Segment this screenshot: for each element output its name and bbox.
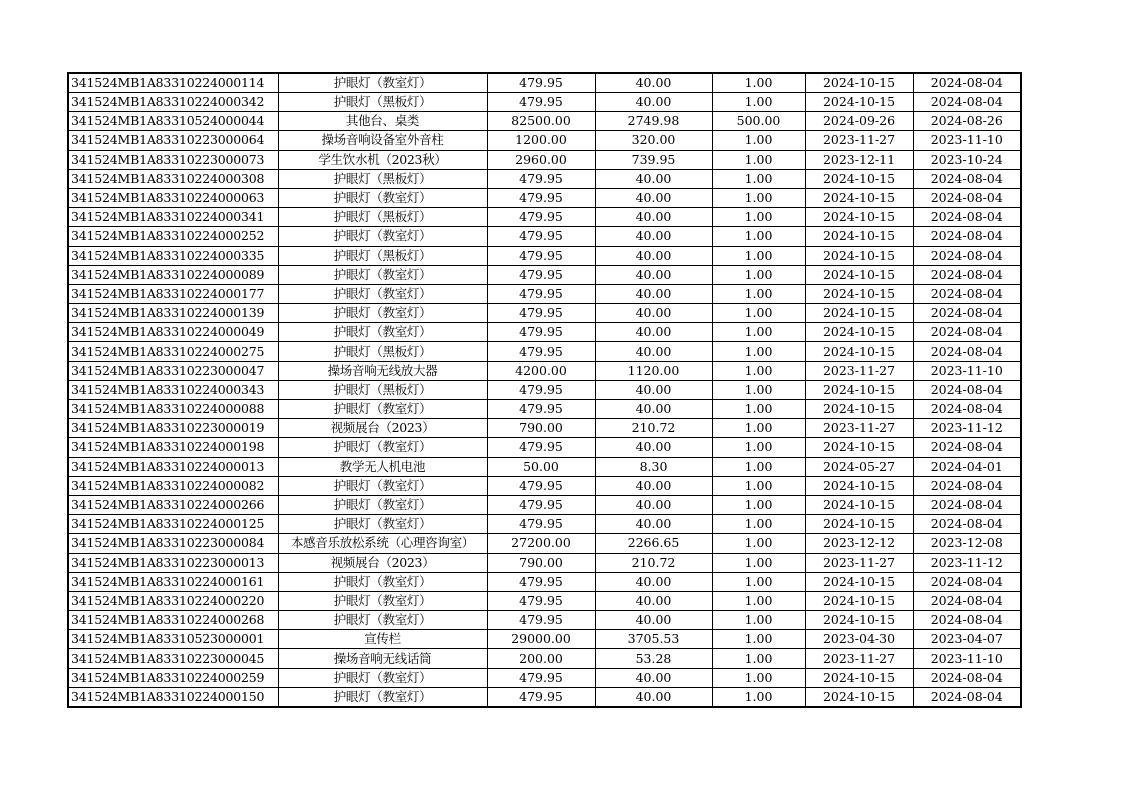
quantity-cell: 1.00	[712, 208, 805, 227]
acquire-date-cell: 2024-08-04	[913, 323, 1021, 342]
acquire-date-cell: 2023-11-12	[913, 419, 1021, 438]
table-row	[68, 630, 1021, 649]
quantity-cell: 1.00	[712, 188, 805, 207]
entry-date-cell: 2023-11-27	[805, 419, 913, 438]
asset-name-cell: 护眼灯（教室灯）	[278, 611, 487, 630]
acquire-date-cell: 2024-08-04	[913, 400, 1021, 419]
asset-code-cell: 341524MB1A83310223000013	[68, 553, 278, 572]
asset-code-cell: 341524MB1A83310224000308	[68, 169, 278, 188]
depreciation-cell: 40.00	[595, 208, 712, 227]
asset-name-cell: 护眼灯（黑板灯）	[278, 246, 487, 265]
asset-name-cell: 护眼灯（教室灯）	[278, 438, 487, 457]
original-value-cell: 29000.00	[487, 630, 595, 649]
quantity-cell: 1.00	[712, 438, 805, 457]
original-value-cell: 200.00	[487, 649, 595, 668]
asset-name-cell: 护眼灯（教室灯）	[278, 572, 487, 591]
asset-code-cell: 341524MB1A83310224000088	[68, 400, 278, 419]
depreciation-cell: 40.00	[595, 591, 712, 610]
asset-code-cell: 341524MB1A83310224000177	[68, 284, 278, 303]
acquire-date-cell: 2024-04-01	[913, 457, 1021, 476]
quantity-cell: 1.00	[712, 457, 805, 476]
asset-name-cell: 护眼灯（黑板灯）	[278, 380, 487, 399]
original-value-cell: 479.95	[487, 342, 595, 361]
table-row	[68, 553, 1021, 572]
table-row	[68, 438, 1021, 457]
depreciation-cell: 40.00	[595, 284, 712, 303]
quantity-cell: 1.00	[712, 668, 805, 687]
asset-code-cell: 341524MB1A83310224000342	[68, 93, 278, 112]
depreciation-cell: 40.00	[595, 438, 712, 457]
table-row	[68, 304, 1021, 323]
asset-name-cell: 护眼灯（教室灯）	[278, 668, 487, 687]
entry-date-cell: 2024-10-15	[805, 284, 913, 303]
entry-date-cell: 2024-10-15	[805, 265, 913, 284]
asset-code-cell: 341524MB1A83310224000341	[68, 208, 278, 227]
quantity-cell: 1.00	[712, 265, 805, 284]
table-row	[68, 419, 1021, 438]
quantity-cell: 1.00	[712, 284, 805, 303]
depreciation-cell: 40.00	[595, 323, 712, 342]
acquire-date-cell: 2024-08-26	[913, 112, 1021, 131]
original-value-cell: 479.95	[487, 246, 595, 265]
asset-name-cell: 本感音乐放松系统（心理咨询室）	[278, 534, 487, 553]
table-row	[68, 227, 1021, 246]
entry-date-cell: 2023-11-27	[805, 553, 913, 572]
original-value-cell: 479.95	[487, 380, 595, 399]
acquire-date-cell: 2024-08-04	[913, 611, 1021, 630]
acquire-date-cell: 2024-08-04	[913, 515, 1021, 534]
asset-name-cell: 护眼灯（教室灯）	[278, 188, 487, 207]
asset-code-cell: 341524MB1A83310224000049	[68, 323, 278, 342]
asset-code-cell: 341524MB1A83310224000114	[68, 73, 278, 93]
depreciation-cell: 40.00	[595, 495, 712, 514]
asset-code-cell: 341524MB1A83310224000275	[68, 342, 278, 361]
asset-name-cell: 护眼灯（教室灯）	[278, 265, 487, 284]
asset-name-cell: 护眼灯（教室灯）	[278, 284, 487, 303]
asset-code-cell: 341524MB1A83310223000047	[68, 361, 278, 380]
entry-date-cell: 2024-10-15	[805, 476, 913, 495]
acquire-date-cell: 2024-08-04	[913, 227, 1021, 246]
quantity-cell: 1.00	[712, 73, 805, 93]
quantity-cell: 500.00	[712, 112, 805, 131]
quantity-cell: 1.00	[712, 649, 805, 668]
table-row	[68, 687, 1021, 707]
asset-name-cell: 宣传栏	[278, 630, 487, 649]
depreciation-cell: 53.28	[595, 649, 712, 668]
asset-code-cell: 341524MB1A83310224000150	[68, 687, 278, 707]
asset-name-cell: 教学无人机电池	[278, 457, 487, 476]
acquire-date-cell: 2023-11-10	[913, 131, 1021, 150]
entry-date-cell: 2024-10-15	[805, 495, 913, 514]
entry-date-cell: 2024-10-15	[805, 668, 913, 687]
table-row	[68, 73, 1021, 93]
asset-name-cell: 操场音响无线放大器	[278, 361, 487, 380]
entry-date-cell: 2024-10-15	[805, 169, 913, 188]
depreciation-cell: 40.00	[595, 572, 712, 591]
asset-code-cell: 341524MB1A83310224000013	[68, 457, 278, 476]
quantity-cell: 1.00	[712, 380, 805, 399]
table-row	[68, 476, 1021, 495]
quantity-cell: 1.00	[712, 553, 805, 572]
original-value-cell: 479.95	[487, 515, 595, 534]
entry-date-cell: 2024-10-15	[805, 323, 913, 342]
acquire-date-cell: 2024-08-04	[913, 73, 1021, 93]
entry-date-cell: 2024-10-15	[805, 380, 913, 399]
asset-table-body	[68, 73, 1021, 707]
acquire-date-cell: 2024-08-04	[913, 572, 1021, 591]
table-row	[68, 495, 1021, 514]
acquire-date-cell: 2023-11-12	[913, 553, 1021, 572]
quantity-cell: 1.00	[712, 534, 805, 553]
entry-date-cell: 2023-12-11	[805, 150, 913, 169]
quantity-cell: 1.00	[712, 342, 805, 361]
original-value-cell: 2960.00	[487, 150, 595, 169]
original-value-cell: 790.00	[487, 553, 595, 572]
table-row	[68, 93, 1021, 112]
original-value-cell: 479.95	[487, 572, 595, 591]
table-row	[68, 668, 1021, 687]
depreciation-cell: 2266.65	[595, 534, 712, 553]
asset-name-cell: 学生饮水机（2023秋）	[278, 150, 487, 169]
quantity-cell: 1.00	[712, 131, 805, 150]
acquire-date-cell: 2024-08-04	[913, 380, 1021, 399]
depreciation-cell: 40.00	[595, 265, 712, 284]
entry-date-cell: 2024-10-15	[805, 246, 913, 265]
original-value-cell: 479.95	[487, 304, 595, 323]
quantity-cell: 1.00	[712, 400, 805, 419]
entry-date-cell: 2024-10-15	[805, 188, 913, 207]
entry-date-cell: 2024-10-15	[805, 515, 913, 534]
quantity-cell: 1.00	[712, 611, 805, 630]
quantity-cell: 1.00	[712, 572, 805, 591]
depreciation-cell: 8.30	[595, 457, 712, 476]
acquire-date-cell: 2024-08-04	[913, 208, 1021, 227]
table-row	[68, 246, 1021, 265]
original-value-cell: 479.95	[487, 611, 595, 630]
original-value-cell: 479.95	[487, 73, 595, 93]
table-row	[68, 323, 1021, 342]
asset-code-cell: 341524MB1A83310224000139	[68, 304, 278, 323]
entry-date-cell: 2023-11-27	[805, 649, 913, 668]
entry-date-cell: 2024-09-26	[805, 112, 913, 131]
quantity-cell: 1.00	[712, 361, 805, 380]
asset-code-cell: 341524MB1A83310224000343	[68, 380, 278, 399]
entry-date-cell: 2024-10-15	[805, 591, 913, 610]
depreciation-cell: 320.00	[595, 131, 712, 150]
asset-name-cell: 护眼灯（黑板灯）	[278, 208, 487, 227]
original-value-cell: 27200.00	[487, 534, 595, 553]
depreciation-cell: 40.00	[595, 227, 712, 246]
acquire-date-cell: 2024-08-04	[913, 284, 1021, 303]
quantity-cell: 1.00	[712, 476, 805, 495]
original-value-cell: 479.95	[487, 284, 595, 303]
quantity-cell: 1.00	[712, 687, 805, 707]
asset-code-cell: 341524MB1A83310224000089	[68, 265, 278, 284]
acquire-date-cell: 2024-08-04	[913, 687, 1021, 707]
entry-date-cell: 2023-04-30	[805, 630, 913, 649]
table-row	[68, 284, 1021, 303]
quantity-cell: 1.00	[712, 419, 805, 438]
entry-date-cell: 2024-10-15	[805, 572, 913, 591]
entry-date-cell: 2024-10-15	[805, 93, 913, 112]
quantity-cell: 1.00	[712, 495, 805, 514]
table-row	[68, 534, 1021, 553]
depreciation-cell: 3705.53	[595, 630, 712, 649]
asset-name-cell: 视频展台（2023）	[278, 553, 487, 572]
entry-date-cell: 2024-05-27	[805, 457, 913, 476]
depreciation-cell: 40.00	[595, 515, 712, 534]
original-value-cell: 479.95	[487, 438, 595, 457]
depreciation-cell: 40.00	[595, 687, 712, 707]
table-row	[68, 572, 1021, 591]
asset-name-cell: 护眼灯（教室灯）	[278, 476, 487, 495]
entry-date-cell: 2023-11-27	[805, 361, 913, 380]
acquire-date-cell: 2024-08-04	[913, 495, 1021, 514]
entry-date-cell: 2024-10-15	[805, 400, 913, 419]
asset-code-cell: 341524MB1A83310224000335	[68, 246, 278, 265]
acquire-date-cell: 2024-08-04	[913, 169, 1021, 188]
depreciation-cell: 40.00	[595, 169, 712, 188]
asset-code-cell: 341524MB1A83310223000064	[68, 131, 278, 150]
entry-date-cell: 2024-10-15	[805, 304, 913, 323]
original-value-cell: 50.00	[487, 457, 595, 476]
asset-name-cell: 护眼灯（黑板灯）	[278, 93, 487, 112]
asset-table	[67, 72, 1022, 708]
table-row	[68, 515, 1021, 534]
depreciation-cell: 40.00	[595, 611, 712, 630]
asset-name-cell: 护眼灯（黑板灯）	[278, 342, 487, 361]
asset-name-cell: 护眼灯（教室灯）	[278, 515, 487, 534]
original-value-cell: 479.95	[487, 400, 595, 419]
entry-date-cell: 2024-10-15	[805, 208, 913, 227]
asset-code-cell: 341524MB1A83310224000063	[68, 188, 278, 207]
asset-name-cell: 护眼灯（教室灯）	[278, 687, 487, 707]
entry-date-cell: 2024-10-15	[805, 227, 913, 246]
table-row	[68, 169, 1021, 188]
original-value-cell: 479.95	[487, 668, 595, 687]
table-row	[68, 265, 1021, 284]
depreciation-cell: 40.00	[595, 476, 712, 495]
original-value-cell: 1200.00	[487, 131, 595, 150]
asset-name-cell: 操场音响无线话筒	[278, 649, 487, 668]
asset-code-cell: 341524MB1A83310224000266	[68, 495, 278, 514]
table-row	[68, 649, 1021, 668]
table-row	[68, 611, 1021, 630]
asset-name-cell: 护眼灯（教室灯）	[278, 591, 487, 610]
table-row	[68, 361, 1021, 380]
entry-date-cell: 2024-10-15	[805, 342, 913, 361]
depreciation-cell: 2749.98	[595, 112, 712, 131]
original-value-cell: 479.95	[487, 227, 595, 246]
depreciation-cell: 40.00	[595, 304, 712, 323]
asset-name-cell: 护眼灯（教室灯）	[278, 495, 487, 514]
table-row	[68, 457, 1021, 476]
original-value-cell: 479.95	[487, 476, 595, 495]
entry-date-cell: 2023-12-12	[805, 534, 913, 553]
acquire-date-cell: 2023-04-07	[913, 630, 1021, 649]
depreciation-cell: 210.72	[595, 553, 712, 572]
table-row	[68, 400, 1021, 419]
quantity-cell: 1.00	[712, 150, 805, 169]
original-value-cell: 4200.00	[487, 361, 595, 380]
acquire-date-cell: 2024-08-04	[913, 438, 1021, 457]
acquire-date-cell: 2023-11-10	[913, 361, 1021, 380]
asset-code-cell: 341524MB1A83310223000019	[68, 419, 278, 438]
acquire-date-cell: 2024-08-04	[913, 246, 1021, 265]
quantity-cell: 1.00	[712, 323, 805, 342]
asset-code-cell: 341524MB1A83310224000161	[68, 572, 278, 591]
entry-date-cell: 2024-10-15	[805, 611, 913, 630]
acquire-date-cell: 2024-08-04	[913, 304, 1021, 323]
asset-code-cell: 341524MB1A83310224000125	[68, 515, 278, 534]
asset-code-cell: 341524MB1A83310223000045	[68, 649, 278, 668]
asset-name-cell: 护眼灯（教室灯）	[278, 227, 487, 246]
asset-code-cell: 341524MB1A83310524000044	[68, 112, 278, 131]
asset-code-cell: 341524MB1A83310224000198	[68, 438, 278, 457]
asset-name-cell: 护眼灯（教室灯）	[278, 400, 487, 419]
asset-name-cell: 视频展台（2023）	[278, 419, 487, 438]
depreciation-cell: 40.00	[595, 342, 712, 361]
acquire-date-cell: 2024-08-04	[913, 476, 1021, 495]
acquire-date-cell: 2024-08-04	[913, 342, 1021, 361]
table-row	[68, 380, 1021, 399]
asset-name-cell: 操场音响设备室外音柱	[278, 131, 487, 150]
table-row	[68, 131, 1021, 150]
quantity-cell: 1.00	[712, 630, 805, 649]
acquire-date-cell: 2024-08-04	[913, 188, 1021, 207]
entry-date-cell: 2024-10-15	[805, 73, 913, 93]
depreciation-cell: 1120.00	[595, 361, 712, 380]
acquire-date-cell: 2023-12-08	[913, 534, 1021, 553]
depreciation-cell: 40.00	[595, 73, 712, 93]
depreciation-cell: 40.00	[595, 246, 712, 265]
table-row	[68, 188, 1021, 207]
depreciation-cell: 739.95	[595, 150, 712, 169]
depreciation-cell: 210.72	[595, 419, 712, 438]
acquire-date-cell: 2024-08-04	[913, 591, 1021, 610]
original-value-cell: 479.95	[487, 265, 595, 284]
quantity-cell: 1.00	[712, 304, 805, 323]
asset-code-cell: 341524MB1A83310224000252	[68, 227, 278, 246]
asset-name-cell: 其他台、桌类	[278, 112, 487, 131]
quantity-cell: 1.00	[712, 591, 805, 610]
depreciation-cell: 40.00	[595, 188, 712, 207]
original-value-cell: 479.95	[487, 188, 595, 207]
table-row	[68, 342, 1021, 361]
asset-name-cell: 护眼灯（教室灯）	[278, 73, 487, 93]
depreciation-cell: 40.00	[595, 93, 712, 112]
quantity-cell: 1.00	[712, 515, 805, 534]
table-row	[68, 112, 1021, 131]
original-value-cell: 479.95	[487, 93, 595, 112]
entry-date-cell: 2024-10-15	[805, 687, 913, 707]
table-row	[68, 591, 1021, 610]
quantity-cell: 1.00	[712, 93, 805, 112]
asset-code-cell: 341524MB1A83310224000268	[68, 611, 278, 630]
asset-name-cell: 护眼灯（教室灯）	[278, 304, 487, 323]
entry-date-cell: 2023-11-27	[805, 131, 913, 150]
depreciation-cell: 40.00	[595, 380, 712, 399]
entry-date-cell: 2024-10-15	[805, 438, 913, 457]
depreciation-cell: 40.00	[595, 668, 712, 687]
asset-code-cell: 341524MB1A83310223000084	[68, 534, 278, 553]
acquire-date-cell: 2023-11-10	[913, 649, 1021, 668]
original-value-cell: 479.95	[487, 687, 595, 707]
asset-code-cell: 341524MB1A83310224000082	[68, 476, 278, 495]
original-value-cell: 479.95	[487, 208, 595, 227]
quantity-cell: 1.00	[712, 246, 805, 265]
depreciation-cell: 40.00	[595, 400, 712, 419]
asset-code-cell: 341524MB1A83310224000220	[68, 591, 278, 610]
asset-name-cell: 护眼灯（黑板灯）	[278, 169, 487, 188]
original-value-cell: 479.95	[487, 591, 595, 610]
acquire-date-cell: 2024-08-04	[913, 93, 1021, 112]
table-row	[68, 208, 1021, 227]
quantity-cell: 1.00	[712, 227, 805, 246]
original-value-cell: 479.95	[487, 323, 595, 342]
original-value-cell: 82500.00	[487, 112, 595, 131]
asset-code-cell: 341524MB1A83310224000259	[68, 668, 278, 687]
asset-name-cell: 护眼灯（教室灯）	[278, 323, 487, 342]
acquire-date-cell: 2024-08-04	[913, 265, 1021, 284]
asset-code-cell: 341524MB1A83310523000001	[68, 630, 278, 649]
original-value-cell: 790.00	[487, 419, 595, 438]
quantity-cell: 1.00	[712, 169, 805, 188]
original-value-cell: 479.95	[487, 169, 595, 188]
original-value-cell: 479.95	[487, 495, 595, 514]
table-row	[68, 150, 1021, 169]
acquire-date-cell: 2023-10-24	[913, 150, 1021, 169]
acquire-date-cell: 2024-08-04	[913, 668, 1021, 687]
asset-code-cell: 341524MB1A83310223000073	[68, 150, 278, 169]
